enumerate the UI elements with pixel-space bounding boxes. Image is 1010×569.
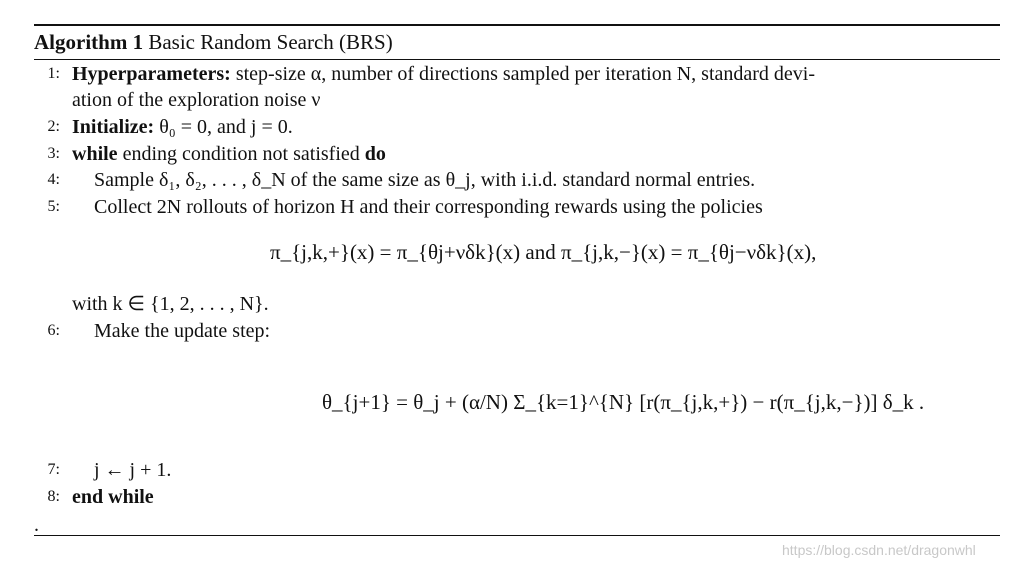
watermark-url: https://blog.csdn.net/dragonwhl	[782, 542, 976, 558]
keyword-while: while	[72, 143, 118, 165]
line-4: Sample δ₁, δ₂, . . . , δ_N of the same size as θ_j, with i.i.d. standard normal entries.	[94, 169, 756, 191]
line-number-1: 1:	[47, 65, 60, 82]
line-number-3: 3:	[47, 145, 60, 162]
keyword-hyperparameters: Hyperparameters:	[72, 63, 231, 85]
line-number-7: 7:	[47, 461, 60, 478]
line-number-2: 2:	[47, 118, 60, 135]
line-number-5: 5:	[47, 198, 60, 215]
bottom-rule	[34, 535, 1000, 536]
line-7: j ← j + 1.	[94, 459, 172, 481]
line-3-text: ending condition not satisfied	[117, 143, 365, 165]
line-1	[72, 61, 815, 87]
line-2-text: θ₀ = 0, and j = 0.	[154, 116, 293, 138]
line-5: Collect 2N rollouts of horizon H and their corresponding rewards using the policies	[94, 196, 763, 218]
keyword-end-while: end while	[72, 486, 154, 508]
line-6: Make the update step:	[94, 320, 271, 342]
line-number-6: 6:	[47, 322, 60, 339]
line-8	[72, 484, 154, 510]
line-1-text: step-size α, number of directions sampled per iteration N, standard devi-	[230, 63, 816, 85]
algorithm-label: Algorithm 1	[34, 30, 144, 54]
update-equation: θ_{j+1} = θ_j + (α/N) Σ_{k=1}^{N} [r(π_{j,k,+}) − r(π_{j,k,−})] δ_k .	[322, 390, 925, 414]
policy-equation: π_{j,k,+}(x) = π_{θj+νδk}(x) and π_{j,k,−}(x) = π_{θj−νδk}(x),	[270, 240, 817, 264]
line-number-8: 8:	[47, 488, 60, 505]
algorithm-caption	[34, 29, 393, 55]
line-1-continued: ation of the exploration noise ν	[72, 89, 321, 111]
line-2	[72, 114, 293, 140]
line-number-4: 4:	[47, 171, 60, 188]
algorithm-title: Basic Random Search (BRS)	[148, 30, 393, 54]
line-5-continued: with k ∈ {1, 2, . . . , N}.	[72, 293, 269, 315]
caption-rule	[34, 59, 1000, 60]
top-rule	[34, 24, 1000, 26]
keyword-do: do	[364, 143, 386, 165]
line-3	[72, 141, 386, 167]
trailing-period: .	[34, 514, 39, 536]
keyword-initialize: Initialize:	[72, 116, 155, 138]
